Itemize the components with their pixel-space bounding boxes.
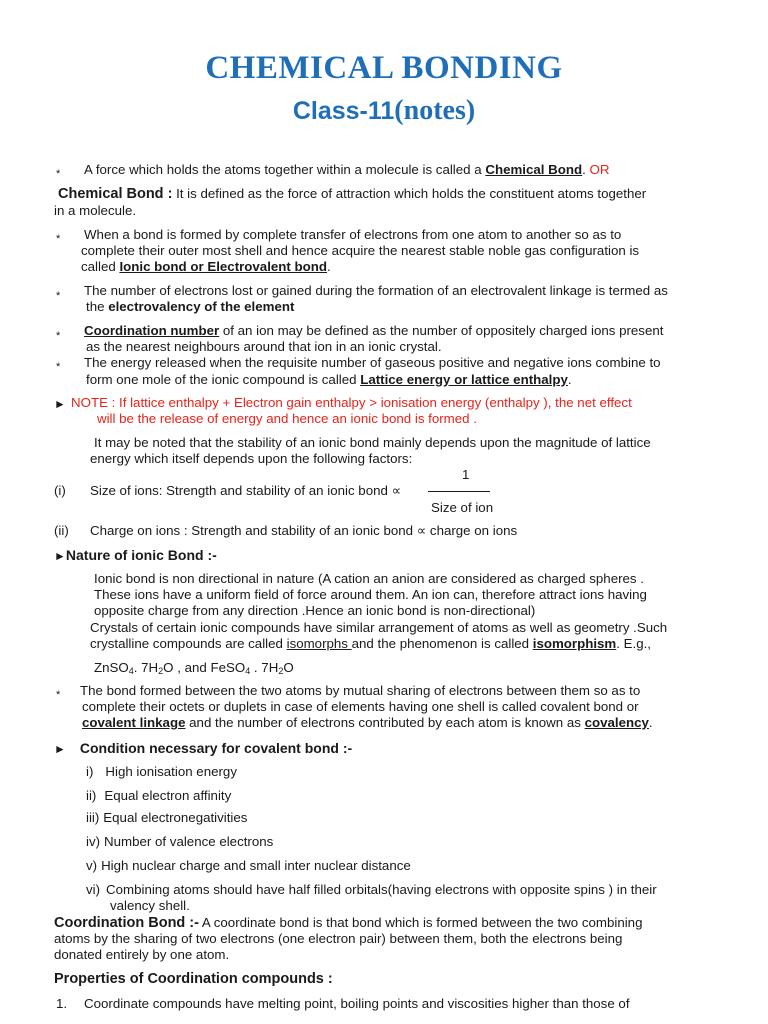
subtitle-notes: (notes) (394, 95, 476, 126)
factor-text: Charge on ions : Strength and stability of an ionic bond ∝ charge on ions (90, 523, 518, 538)
term-covalency: covalency (584, 715, 649, 730)
para-chemical-bond-definition (58, 186, 646, 202)
text: the (86, 299, 109, 314)
label-chemical-bond: Chemical Bond : (58, 186, 173, 202)
subscript: 2 (278, 666, 284, 676)
text-line: as the nearest neighbours around that ion in an ionic crystal. (86, 339, 442, 354)
text: A force which holds the atoms together within a molecule is called a (84, 162, 486, 177)
heading-text: Nature of ionic Bond :- (65, 547, 217, 563)
item-number: i) (86, 764, 94, 779)
text: . (327, 259, 331, 274)
text: crystalline compounds are called (90, 636, 287, 651)
bullet-star: * (56, 361, 61, 373)
subtitle-class: Class-11 (292, 97, 395, 125)
text: of an ion may be defined as the number of oppositely charged ions present (219, 323, 664, 338)
item-text: Equal electronegativities (103, 810, 248, 825)
text: . (582, 162, 586, 177)
text: O (283, 660, 294, 675)
label-coordination-bond: Coordination Bond :- (54, 915, 199, 931)
item-text: Equal electron affinity (104, 788, 232, 803)
list-item (86, 834, 273, 850)
fraction-numerator: 1 (462, 467, 470, 482)
text: . 7H (133, 660, 159, 675)
section-heading-nature (54, 547, 217, 564)
text-line: The number of electrons lost or gained during the formation of an electrovalent linkage is termed as (84, 283, 668, 298)
fraction-bar (428, 491, 490, 492)
item-number: iv) (86, 834, 101, 849)
page-title: CHEMICAL BONDING (205, 50, 563, 86)
text-line: The bond formed between the two atoms by mutual sharing of electrons between them so as to (80, 683, 641, 698)
list-item-text: Coordinate compounds have melting point, boiling points and viscosities higher than those of (84, 996, 630, 1011)
text-line: complete their outer most shell and hence acquire the nearest stable noble gas configuration is (81, 243, 640, 258)
text: and the phenomenon is called (351, 636, 533, 651)
text-line: complete their octets or duplets in case of elements having one shell is called covalent bond or (82, 699, 639, 714)
text: . (648, 715, 653, 730)
text-line: The energy released when the requisite number of gaseous positive and negative ions combine to (84, 355, 661, 370)
text-line: in a molecule. (54, 203, 137, 218)
list-item (86, 788, 231, 804)
item-text: High ionisation energy (105, 764, 237, 779)
item-text: Number of valence electrons (104, 834, 274, 849)
bullet-star: * (56, 290, 61, 302)
example-formulas (94, 660, 294, 676)
term-coordination-number: Coordination number (84, 323, 220, 338)
text-line: Crystals of certain ionic compounds have similar arrangement of atoms as well as geometry .Such (90, 620, 668, 635)
bullet-star: * (56, 330, 61, 342)
term-isomorphism: isomorphism (532, 636, 617, 651)
item-text: Combining atoms should have half filled orbitals(having electrons with opposite spins ) in their (106, 882, 657, 897)
section-heading-condition (54, 740, 352, 757)
text-line: When a bond is formed by complete transfer of electrons from one atom to another so as to (84, 227, 622, 242)
text: form one mole of the ionic compound is called (86, 372, 361, 387)
subscript: 2 (158, 666, 164, 676)
bullet-star: * (56, 168, 61, 180)
factor-text: Size of ions: Strength and stability of an ionic bond ∝ (90, 483, 402, 498)
text-line: opposite charge from any direction .Hence an ionic bond is non-directional) (94, 603, 536, 618)
or-label: OR (585, 162, 610, 177)
item-number: vi) (86, 882, 101, 897)
text: ZnSO (94, 660, 129, 675)
list-item (86, 882, 657, 898)
text: . 7H (250, 660, 279, 675)
subscript: 4 (128, 666, 134, 676)
item-number: iii) (86, 810, 100, 825)
text: It is defined as the force of attraction which holds the constituent atoms together (172, 186, 647, 201)
text: . (567, 372, 572, 387)
bullet-triangle: ► (54, 397, 66, 411)
text-line: atoms by the sharing of two electrons (one electron pair) between them, both the electrons being (54, 931, 623, 946)
text: A coordinate bond is that bond which is formed between the two combining (198, 915, 643, 930)
term-chemical-bond: Chemical Bond (485, 162, 583, 177)
text-line: It may be noted that the stability of an ionic bond mainly depends upon the magnitude of lattice (94, 435, 651, 450)
text-line: Ionic bond is non directional in nature (A cation an anion are considered as charged spheres . (94, 571, 644, 586)
list-item (86, 858, 411, 874)
text: . E.g., (616, 636, 652, 651)
term-lattice-energy: Lattice energy or lattice enthalpy (360, 372, 568, 387)
term-ionic-bond: Ionic bond or Electrovalent bond (119, 259, 328, 274)
text-line: energy which itself depends upon the following factors: (90, 451, 413, 466)
text-line (86, 372, 572, 388)
heading-text: Condition necessary for covalent bond :- (79, 740, 353, 756)
fraction-denominator: Size of ion (431, 500, 494, 515)
item-text-continued: valency shell. (110, 898, 190, 913)
para-chemical-bond-intro (84, 162, 609, 178)
note-line: will be the release of energy and hence an ionic bond is formed . (97, 411, 477, 426)
para-coordination-bond (54, 915, 642, 931)
text-line (81, 259, 331, 275)
bullet-triangle: ► (54, 549, 66, 563)
item-text: High nuclear charge and small inter nuclear distance (101, 858, 411, 873)
item-number: v) (86, 858, 98, 873)
note-line: NOTE : If lattice enthalpy + Electron gain enthalpy > ionisation energy (enthalpy ), the net effect (71, 395, 632, 410)
text-line (90, 636, 651, 652)
text-line (82, 715, 653, 731)
factor-number: (ii) (54, 523, 69, 538)
text-line (84, 323, 663, 339)
list-item (86, 810, 247, 826)
factor-number: (i) (54, 483, 66, 498)
text-line: donated entirely by one atom. (54, 947, 230, 962)
term-covalent-linkage: covalent linkage (82, 715, 186, 730)
text: and the number of electrons contributed by each atom is known as (185, 715, 585, 730)
page-subtitle (0, 94, 768, 128)
text: O , and FeSO (163, 660, 246, 675)
subscript: 4 (245, 666, 251, 676)
bullet-triangle: ► (54, 742, 66, 756)
list-item-number: 1. (56, 996, 68, 1011)
term-electrovalency: electrovalency of the element (108, 299, 295, 314)
term-isomorphs: isomorphs (286, 636, 352, 651)
bullet-star: * (56, 233, 61, 245)
text-line (86, 299, 294, 315)
text-line: These ions have a uniform field of force around them. An ion can, therefore attract ions having (94, 587, 647, 602)
list-item (86, 764, 237, 780)
section-heading-properties: Properties of Coordination compounds : (54, 971, 333, 987)
text: called (81, 259, 120, 274)
bullet-star: * (56, 689, 61, 701)
item-number: ii) (86, 788, 97, 803)
